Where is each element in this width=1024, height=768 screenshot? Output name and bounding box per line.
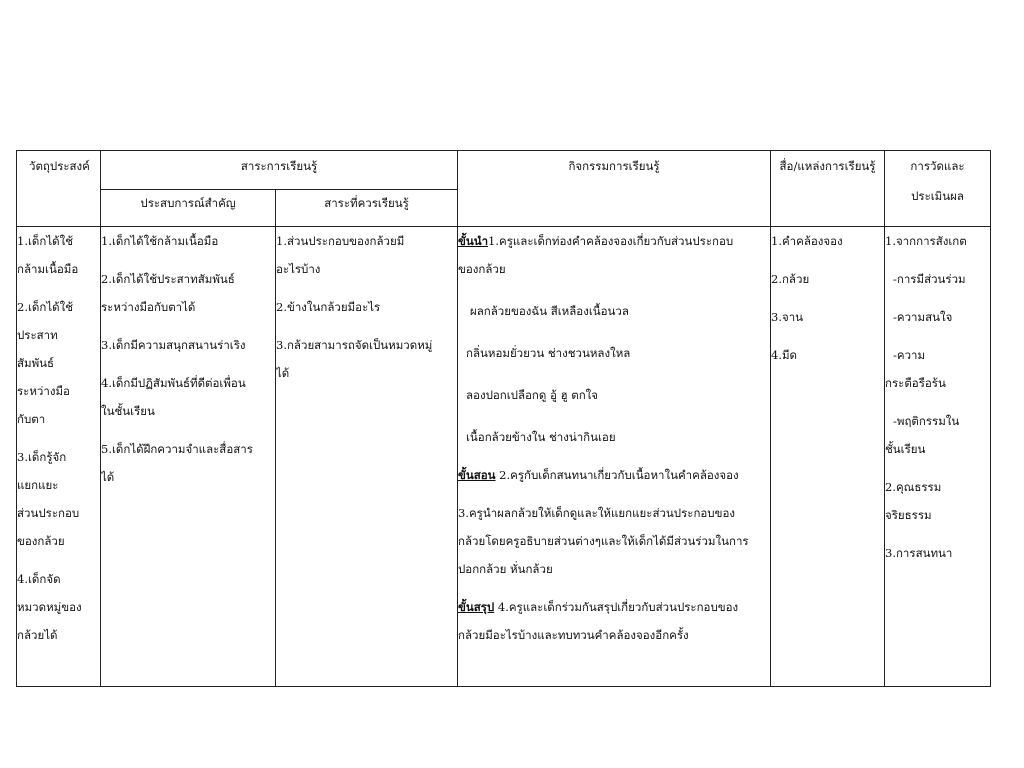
evaluation-cell — [885, 227, 991, 687]
header-evaluation-line1: การวัดและ — [910, 159, 965, 173]
topic-line: 2.ข้างในกล้วยมีอะไร — [276, 300, 381, 314]
experience-line: 1.เด็กได้ใช้กล้ามเนื้อมือ — [101, 234, 219, 248]
header-row — [17, 151, 991, 190]
teach-text: 2.ครูกับเด็กสนทนาเกี่ยวกับเนื้อหาในคำคล้องจอง — [499, 468, 739, 482]
media-cell — [771, 227, 885, 687]
objective-line: 2.เด็กได้ใช้ — [17, 300, 74, 314]
evaluation-sub: -พฤติกรรมใน — [893, 414, 960, 428]
objective-3 — [17, 443, 100, 555]
evaluation-sub: กระตือรือร้น — [885, 376, 946, 390]
objective-line: แยกแยะ — [17, 478, 59, 492]
header-content: สาระการเรียนรู้ — [101, 151, 458, 190]
experience-line: 5.เด็กได้ฝึกความจำและสื่อสาร — [101, 442, 253, 456]
topic-line: ได้ — [276, 366, 290, 380]
rhyme-line: กลิ่นหอมยั่วยวน ช่างชวนหลงใหล — [466, 346, 631, 360]
media-item: 4.มีด — [771, 348, 798, 362]
header-key-experiences: ประสบการณ์สำคัญ — [101, 190, 276, 227]
experience-line: ระหว่างมือกับตาได้ — [101, 300, 196, 314]
objective-line: ประสาท — [17, 328, 58, 342]
objective-line: ระหว่างมือ — [17, 384, 70, 398]
experience-line: 2.เด็กได้ใช้ประสาทสัมพันธ์ — [101, 272, 235, 286]
evaluation-item: 2.คุณธรรม — [885, 480, 942, 494]
intro-label: ขั้นนำ — [458, 234, 489, 248]
evaluation-sub: ชั้นเรียน — [885, 442, 926, 456]
topic-line: 3.กล้วยสามารถจัดเป็นหมวดหมู่ — [276, 338, 433, 352]
evaluation-sub: -ความสนใจ — [893, 310, 953, 324]
rhyme-line: เนื้อกล้วยข้างใน ช่างน่ากินเอย — [466, 430, 616, 444]
objective-line: กับตา — [17, 412, 46, 426]
conclude-line: กล้วยมีอะไรบ้างและทบทวนคำคล้องจองอีกครั้ง — [458, 628, 689, 642]
conclude-label: ขั้นสรุป — [458, 600, 495, 614]
objective-4 — [17, 565, 100, 649]
objective-line: กล้ามเนื้อมือ — [17, 262, 79, 276]
objective-1 — [17, 227, 100, 283]
activities-cell — [458, 227, 771, 687]
teach-line: ปอกกล้วย หั่นกล้วย — [458, 562, 553, 576]
objectives-cell — [17, 227, 101, 687]
conclude-line — [458, 593, 770, 621]
objective-line: 3.เด็กรู้จัก — [17, 450, 67, 464]
header-evaluation-line2: ประเมินผล — [911, 189, 964, 203]
teach-line: กล้วยโดยครูอธิบายส่วนต่างๆและให้เด็กได้มีส่วนร่วมในการ — [458, 534, 749, 548]
teach-line: 3.ครูนำผลกล้วยให้เด็กดูและให้แยกแยะส่วนประกอบของ — [458, 506, 735, 520]
header-activities: กิจกรรมการเรียนรู้ — [458, 151, 771, 227]
body-row — [17, 227, 991, 687]
objective-line: ส่วนประกอบ — [17, 506, 80, 520]
evaluation-item: จริยธรรม — [885, 508, 932, 522]
evaluation-item: 1.จากการสังเกต — [885, 234, 967, 248]
experience-line: ได้ — [101, 470, 115, 484]
teach-line — [458, 461, 770, 489]
experience-line: ในชั้นเรียน — [101, 404, 155, 418]
media-item: 1.คำคล้องจอง — [771, 234, 843, 248]
topic-line: 1.ส่วนประกอบของกล้วยมี — [276, 234, 405, 248]
objective-2 — [17, 293, 100, 433]
objective-line: 4.เด็กจัด — [17, 572, 61, 586]
experience-line: 4.เด็กมีปฏิสัมพันธ์ที่ดีต่อเพื่อน — [101, 376, 246, 390]
rhyme-line: ลองปอกเปลือกดู อู้ ฮู ตกใจ — [466, 388, 599, 402]
media-item: 2.กล้วย — [771, 272, 810, 286]
objective-line: สัมพันธ์ — [17, 356, 55, 370]
rhyme-line: ผลกล้วยของฉัน สีเหลืองเนื้อนวล — [470, 304, 629, 318]
header-evaluation — [885, 151, 991, 227]
media-item: 3.จาน — [771, 310, 804, 324]
intro-line: ของกล้วย — [458, 262, 506, 276]
key-experiences-cell — [101, 227, 276, 687]
header-media: สื่อ/แหล่งการเรียนรู้ — [771, 151, 885, 227]
evaluation-item: 3.การสนทนา — [885, 546, 953, 560]
objective-line: ของกล้วย — [17, 534, 65, 548]
evaluation-sub: -ความ — [893, 348, 926, 362]
topic-line: อะไรบ้าง — [276, 262, 321, 276]
objective-line: หมวดหมู่ของ — [17, 600, 82, 614]
objective-line: 1.เด็กได้ใช้ — [17, 234, 74, 248]
intro-line — [458, 227, 770, 255]
objective-line: กล้วยได้ — [17, 628, 58, 642]
header-topics: สาระที่ควรเรียนรู้ — [276, 190, 458, 227]
intro-text: 1.ครูและเด็กท่องคำคล้องจองเกี่ยวกับส่วนประกอบ — [488, 234, 734, 248]
evaluation-sub: -การมีส่วนร่วม — [893, 272, 966, 286]
conclude-text: 4.ครูและเด็กร่วมกันสรุปเกี่ยวกับส่วนประกอบของ — [497, 600, 739, 614]
teach-label: ขั้นสอน — [458, 468, 496, 482]
topics-cell — [276, 227, 458, 687]
experience-line: 3.เด็กมีความสนุกสนานร่าเริง — [101, 338, 246, 352]
lesson-plan-table — [16, 150, 991, 687]
header-objectives: วัตถุประสงค์ — [17, 151, 101, 227]
